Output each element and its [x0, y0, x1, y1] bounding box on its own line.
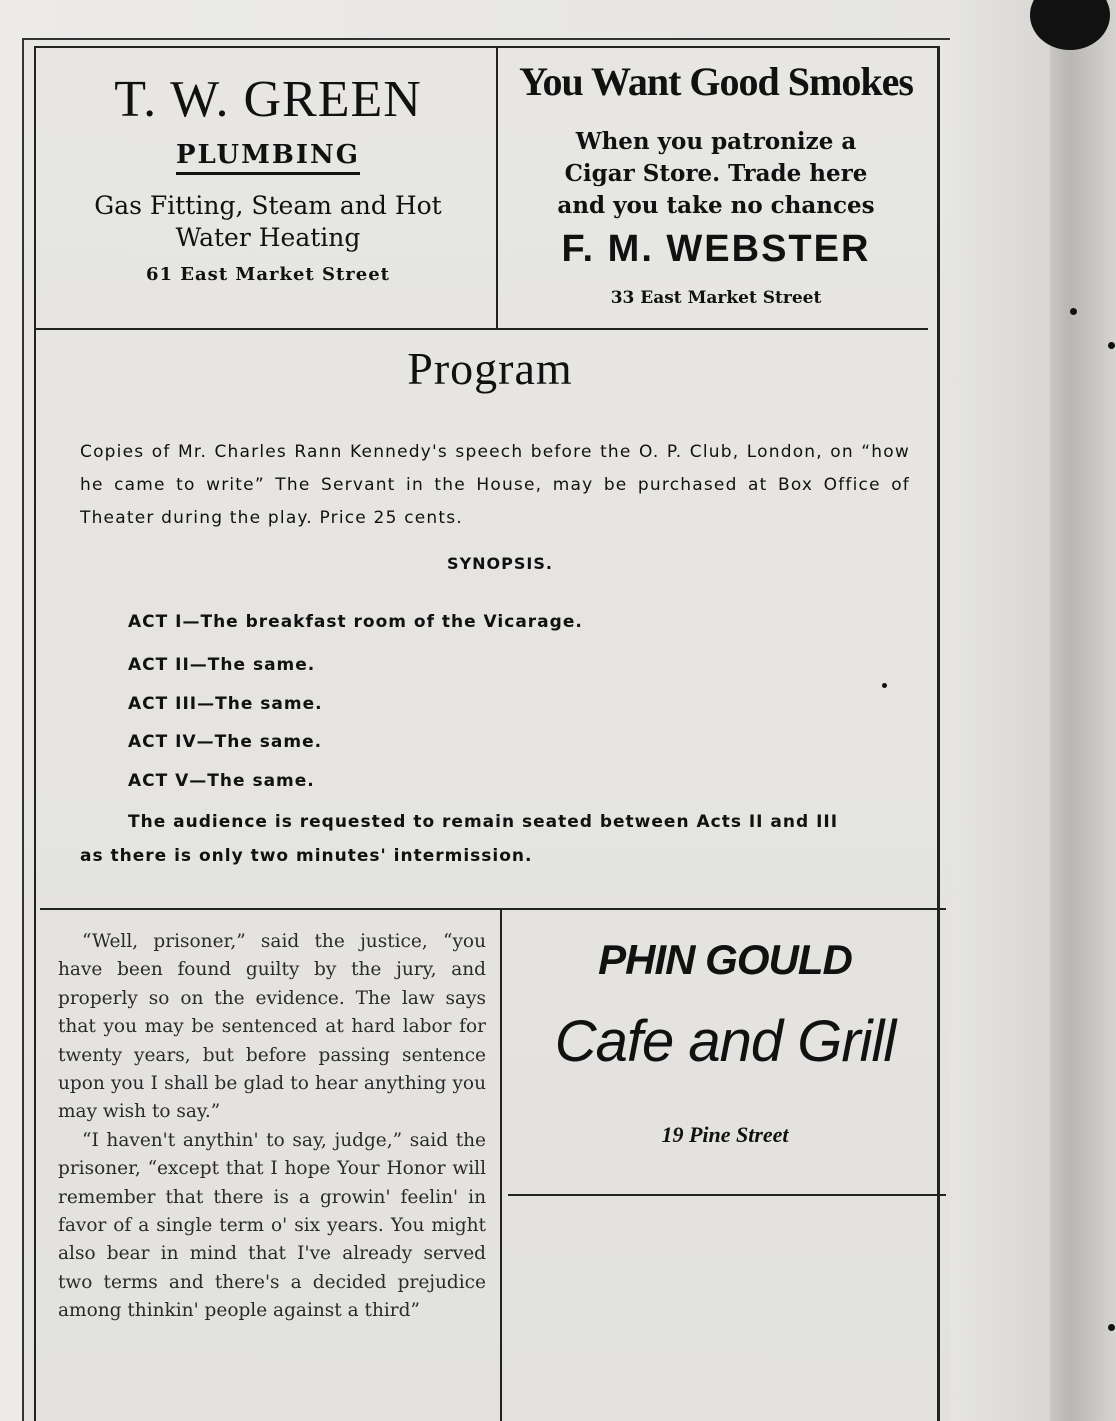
webster-body: [498, 126, 934, 222]
speck: [1108, 342, 1115, 349]
anecdote-paragraph-2: “I haven't anythin' to say, judge,” said the prisoner, “except that I hope Your Honor will remember that there is a growin' feelin' in favor of a single term o' six years. You might also bear in mind that I've already served two terms and there's a decided prejudice among thinkin' people against a third”: [58, 1129, 486, 1322]
synopsis-heading: SYNOPSIS.: [447, 554, 553, 573]
webster-address: 33 East Market Street: [610, 288, 822, 308]
program-title: Program: [407, 343, 573, 394]
webster-body-line1: When you patronize a: [575, 128, 857, 155]
program-notice: Copies of Mr. Charles Rann Kennedy's speech before the O. P. Club, London, on “how he came to write” The Servant in the House, may be purchased at Box Office of Theater during the play. Price 25 cents.: [80, 442, 910, 528]
gould-business-name: PHIN GOULD: [598, 936, 852, 983]
anecdote-paragraph-1: “Well, prisoner,” said the justice, “you have been found guilty by the jury, and properly so on the evidence. The law says that you may be sentenced at hard labor for twenty years, but before passing sentence upon you I shall be glad to hear anything you may wish to say.”: [58, 931, 486, 1123]
green-services: [40, 190, 496, 254]
audience-note: [80, 805, 910, 873]
green-trade: [40, 140, 496, 170]
adjacent-page-edge: [1050, 0, 1116, 1421]
webster-body-line2: Cigar Store. Trade here: [564, 160, 868, 187]
program-bottom-divider: [40, 908, 946, 910]
green-address: 61 East Market Street: [145, 264, 390, 285]
green-business-name: T. W. GREEN: [114, 71, 422, 128]
prisoner-anecdote: [58, 928, 486, 1326]
gould-ad-bottom-rule: [508, 1194, 946, 1196]
act-5: ACT V—The same.: [128, 771, 315, 791]
audience-note-line1: The audience is requested to remain seated between Acts II and III: [128, 812, 839, 832]
webster-business-name: F. M. WEBSTER: [561, 228, 871, 270]
green-trade-text: PLUMBING: [176, 140, 360, 175]
speck: [1070, 308, 1077, 315]
speck: [882, 683, 887, 688]
gould-business-type: Cafe and Grill: [554, 1009, 896, 1074]
act-1: ACT I—The breakfast room of the Vicarage.: [128, 612, 583, 632]
act-3: ACT III—The same.: [128, 694, 323, 714]
act-2: ACT II—The same.: [128, 655, 316, 675]
gould-address: 19 Pine Street: [661, 1122, 789, 1147]
ads-divider: [36, 328, 928, 330]
green-services-line2: Water Heating: [175, 223, 361, 252]
bottom-column-divider: [500, 910, 502, 1421]
webster-body-line3: and you take no chances: [557, 192, 875, 219]
green-services-line1: Gas Fitting, Steam and Hot: [94, 191, 442, 220]
webster-headline: You Want Good Smokes: [519, 59, 913, 104]
act-4: ACT IV—The same.: [128, 732, 323, 752]
speck: [1108, 1324, 1115, 1331]
audience-note-line2: as there is only two minutes' intermission.: [80, 846, 533, 866]
